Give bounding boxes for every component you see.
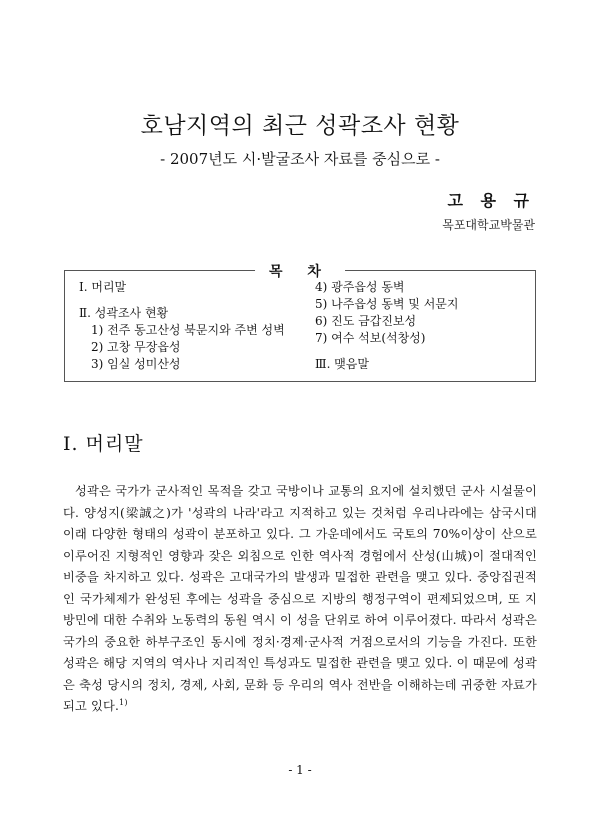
- section-heading: Ⅰ. 머리말: [63, 433, 144, 455]
- toc-spacer: [79, 296, 319, 305]
- toc-right-column: [315, 279, 525, 373]
- table-of-contents: [64, 264, 536, 382]
- toc-item: 6) 진도 금갑진보성: [315, 314, 417, 328]
- toc-item: Ⅰ. 머리말: [79, 280, 127, 294]
- footnote-reference: 1): [119, 697, 128, 707]
- toc-item: 2) 고창 무장읍성: [91, 340, 181, 354]
- toc-item: 4) 광주읍성 동벽: [315, 280, 405, 294]
- page-number: - 1 -: [288, 763, 312, 777]
- document-title: 호남지역의 최근 성곽조사 현황: [140, 113, 460, 139]
- toc-heading: 목 차: [255, 261, 345, 281]
- toc-item: Ⅲ. 맺음말: [315, 357, 369, 371]
- author-name: 고 용 규: [447, 191, 535, 210]
- toc-item: 3) 임실 성미산성: [91, 357, 181, 371]
- paragraph-text: 성곽은 국가가 군사적인 목적을 갖고 국방이나 교통의 요지에 설치했던 군사 시설물이다. 양성지(梁誠之)가 '성곽의 나라'라고 지적하고 있는 것처럼 우리나라에는 삼국시대 이래 다양한 형태의 성곽이 분포하고 있다. 그 가운데에서도 국토의 70%이상이 산으로 이루어진 지형적인 영향과 잦은 외침으로 인한 역사적 경험에서 산성(山城)이 절대적인 비중을 차지하고 있다. 성곽은 고대국가의 발생과 밀접한 관련을 맺고 있다. 중앙집권적인 국가체제가 완성된 후에는 성곽을 중심으로 지방의 행정구역이 편제되었으며, 또 지방민에 대한 수취와 노동력의 동원 역시 이 성을 단위로 하여 이루어졌다. 따라서 성곽은 국가의 중요한 하부구조인 동시에 정치·경제·군사적 거점으로서의 기능을 가진다. 또한 성곽은 해당 지역의 역사나 지리적인 특성과도 밀접한 관련을 맺고 있다. 이 때문에 성곽은 축성 당시의 정치, 경제, 사회, 문화 등 우리의 역사 전반을 이해하는데 귀중한 자료가 되고 있다.: [63, 484, 537, 713]
- toc-item: 5) 나주읍성 동벽 및 서문지: [315, 297, 459, 311]
- author-affiliation: 목포대학교박물관: [442, 218, 535, 232]
- body-paragraph: [63, 481, 537, 718]
- toc-item: Ⅱ. 성곽조사 현황: [79, 306, 169, 320]
- toc-item: 7) 여수 석보(석창성): [315, 331, 426, 345]
- document-subtitle: - 2007년도 시·발굴조사 자료를 중심으로 -: [160, 150, 440, 168]
- toc-spacer: [315, 347, 525, 356]
- toc-left-column: [79, 279, 319, 373]
- toc-item: 1) 전주 동고산성 북문지와 주변 성벽: [91, 323, 285, 337]
